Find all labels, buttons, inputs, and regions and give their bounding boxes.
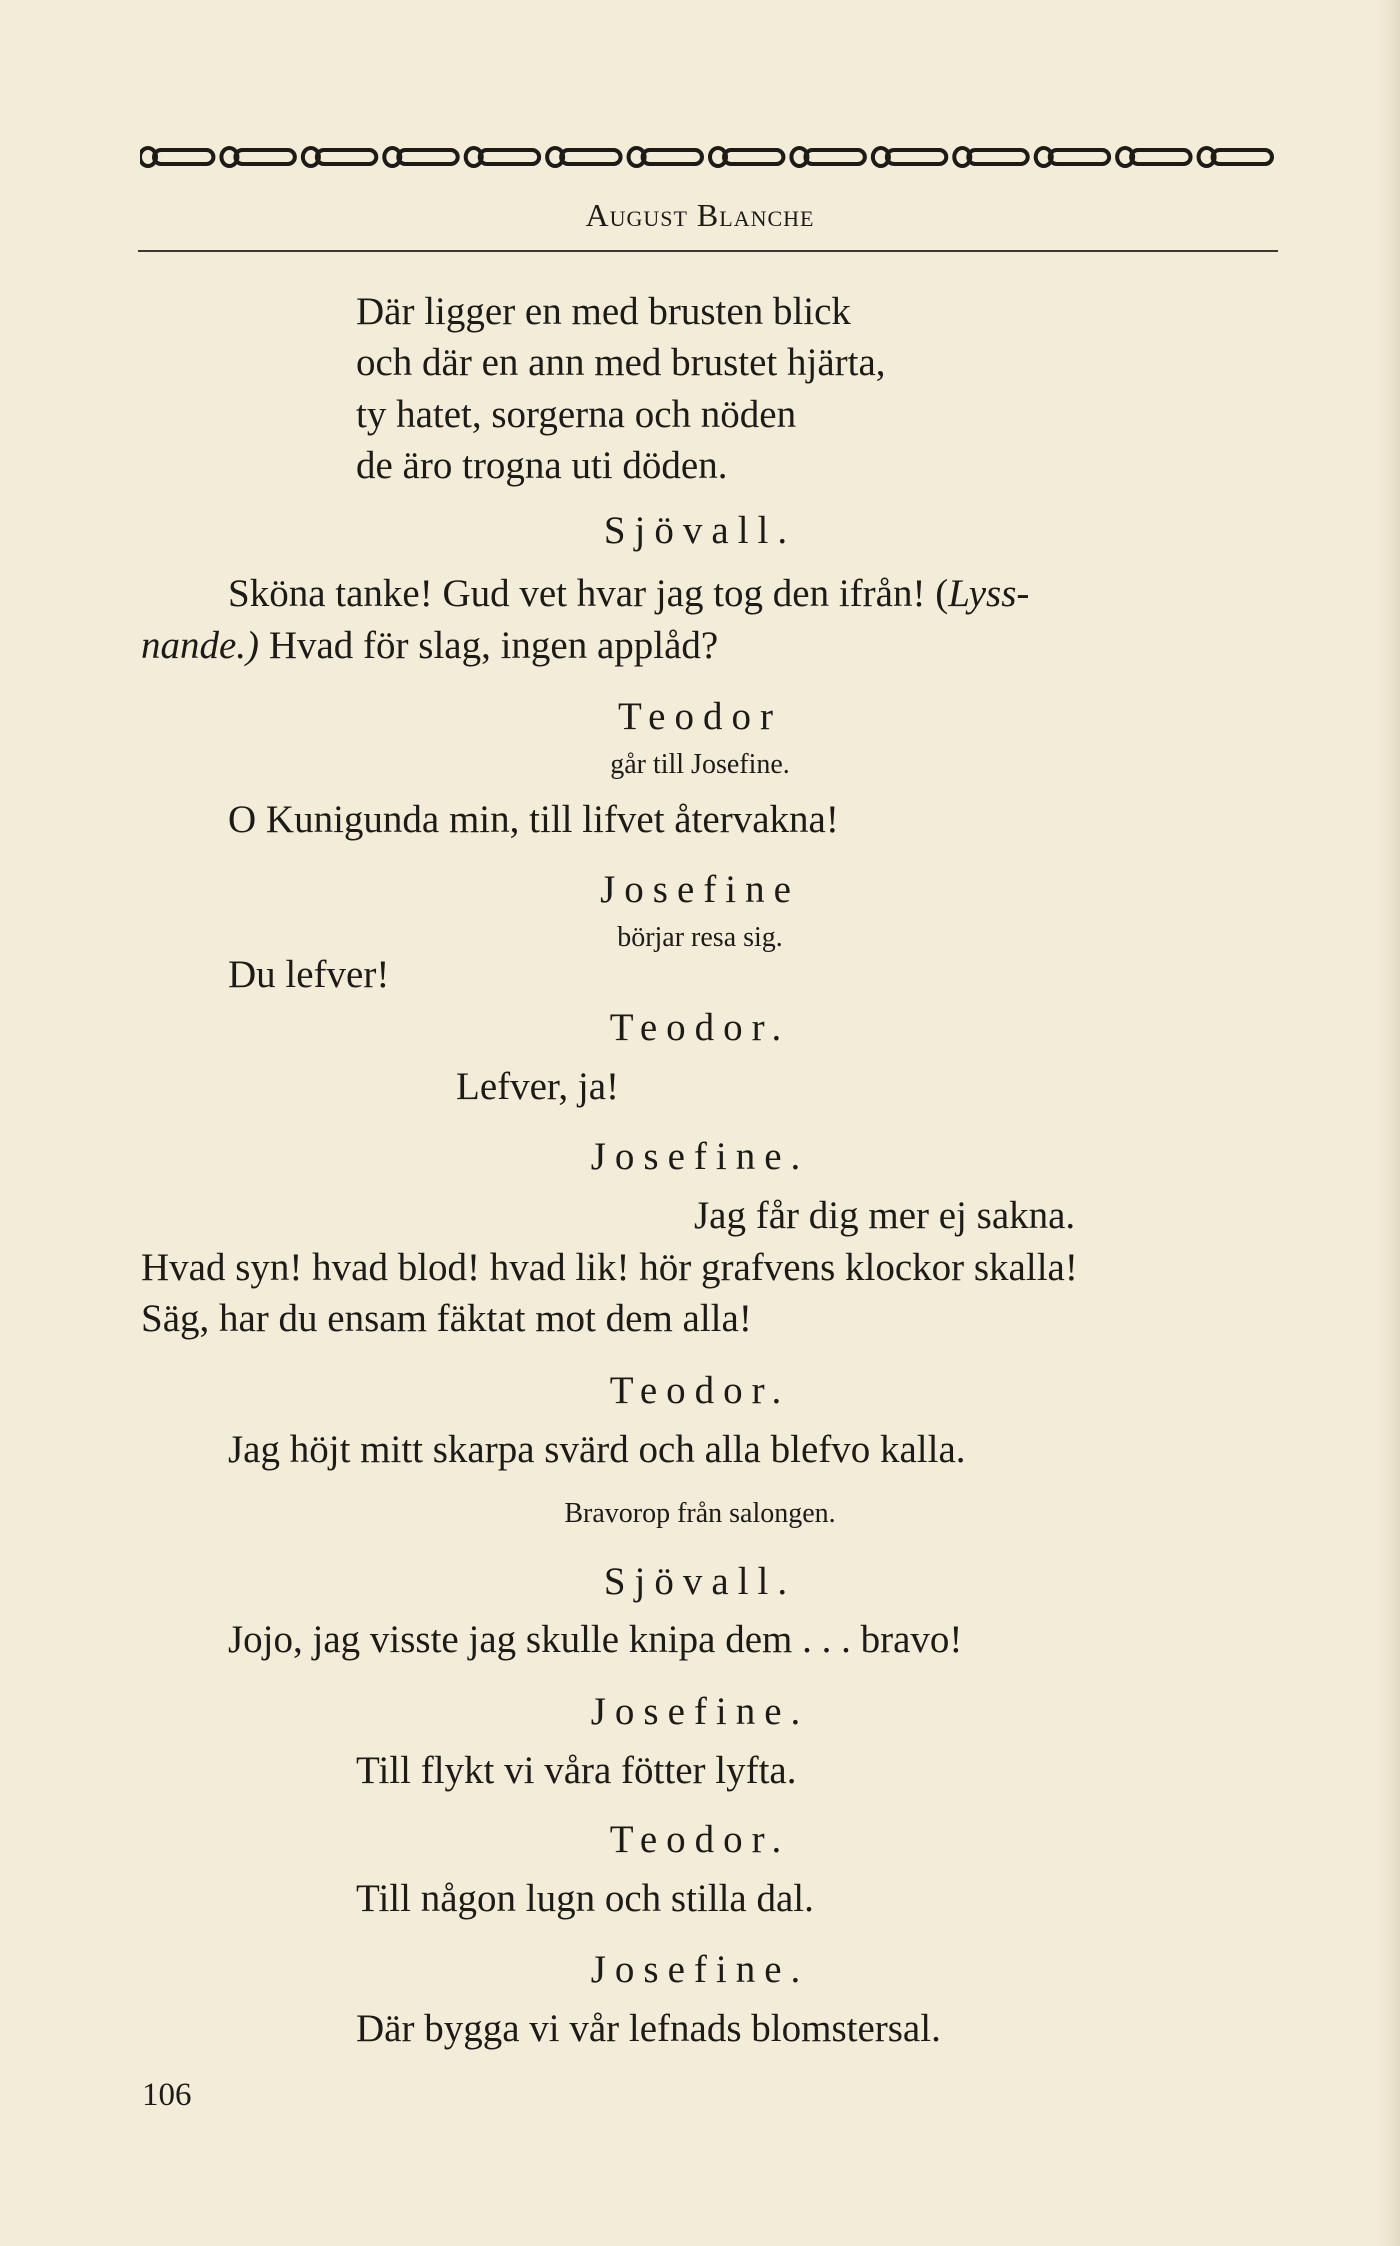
chain-link (1131, 150, 1190, 164)
speaker-name: Teodor (618, 695, 782, 738)
chain-link (805, 150, 864, 164)
verse-line: Jag får dig mer ej sakna. (694, 1194, 1076, 1237)
chain-link (1213, 150, 1272, 164)
stage-direction: går till Josefine. (610, 749, 790, 780)
verse-line: Lefver, ja! (456, 1065, 619, 1108)
chain-link (480, 150, 539, 164)
speaker-name: Josefine. (590, 1135, 810, 1178)
speaker-name: Teodor. (609, 1369, 791, 1412)
prose-line: nande.) Hvad för slag, ingen applåd? (141, 624, 719, 667)
verse-line: Till flykt vi våra fötter lyfta. (356, 1749, 797, 1792)
verse-line: ty hatet, sorgerna och nöden (356, 393, 797, 436)
chain-link (398, 150, 457, 164)
stage-direction: Bravorop från salongen. (564, 1498, 836, 1529)
header-rule (138, 250, 1278, 252)
chain-link (724, 150, 783, 164)
verse-line: O Kunigunda min, till lifvet återvakna! (228, 798, 839, 841)
chain-ornament (140, 142, 1280, 172)
chain-link (235, 150, 294, 164)
speaker-name: Josefine. (590, 1948, 810, 1991)
chain-link (154, 150, 213, 164)
speaker-name: Sjövall. (603, 1560, 797, 1603)
verse-line: Där ligger en med brusten blick (356, 290, 851, 333)
speaker-name: Josefine (600, 868, 800, 911)
verse-line: och där en ann med brustet hjärta, (356, 341, 886, 384)
verse-line: Jag höjt mitt skarpa svärd och alla blefvo kalla. (228, 1428, 966, 1471)
verse-line: de äro trogna uti döden. (356, 444, 728, 487)
verse-line: Hvad syn! hvad blod! hvad lik! hör grafvens klockor skalla! (141, 1246, 1078, 1289)
stage-direction: börjar resa sig. (617, 922, 783, 953)
prose-line: Sköna tanke! Gud vet hvar jag tog den ifrån! (Lyss- (228, 572, 1030, 615)
speaker-name: Josefine. (590, 1690, 810, 1733)
verse-line: Till någon lugn och stilla dal. (356, 1877, 814, 1920)
chain-link (561, 150, 620, 164)
prose-line: Jojo, jag visste jag skulle knipa dem . . . bravo! (228, 1618, 963, 1661)
running-head: August Blanche (585, 197, 815, 233)
speaker-name: Sjövall. (603, 509, 797, 552)
verse-line: Där bygga vi vår lefnads blomstersal. (356, 2007, 941, 2050)
speaker-name: Teodor. (609, 1006, 791, 1049)
chain-link (887, 150, 946, 164)
chain-link (1050, 150, 1109, 164)
verse-line: Säg, har du ensam fäktat mot dem alla! (141, 1297, 752, 1340)
verse-line: Du lefver! (228, 953, 390, 996)
page-number: 106 (142, 2077, 192, 2113)
chain-link (317, 150, 376, 164)
page-edge-shadow (1378, 0, 1400, 2246)
chain-link (643, 150, 702, 164)
speaker-name: Teodor. (609, 1818, 791, 1861)
chain-link (968, 150, 1027, 164)
